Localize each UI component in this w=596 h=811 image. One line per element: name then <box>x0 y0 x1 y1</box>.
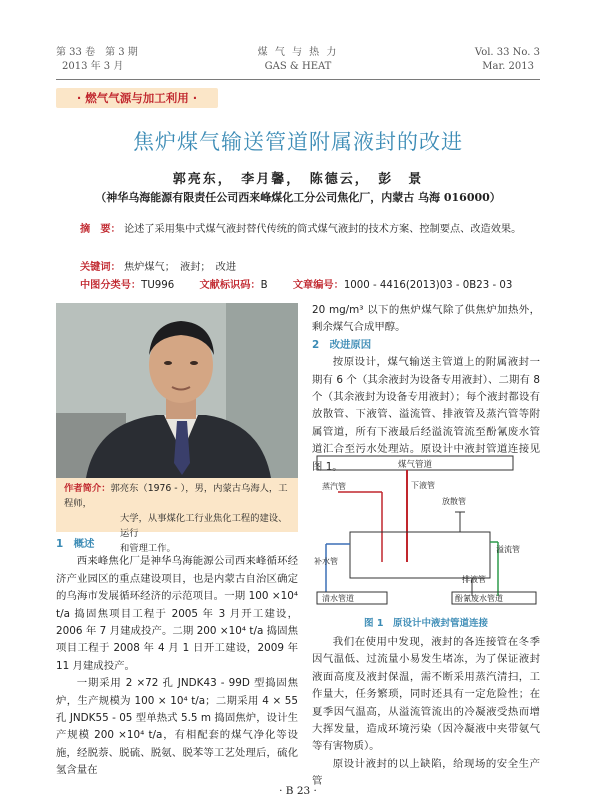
right-paragraph-3: 原设计液封的以上缺陷，给现场的安全生产管 <box>312 757 540 788</box>
header-journal-cn: 煤 气 与 热 力 <box>257 47 339 58</box>
figure-1-caption: 图 1 原设计中液封管道连接 <box>364 618 488 629</box>
keywords <box>80 258 236 273</box>
section-1-heading: 1 概述 <box>56 538 95 550</box>
page-number: · B 23 · <box>279 785 317 797</box>
bio-line-2: 大学，从事煤化工行业焦化工程的建设、运行 <box>120 513 288 539</box>
abstract <box>56 221 536 239</box>
doc-value: B <box>260 280 268 291</box>
author-photo <box>56 303 298 478</box>
header-rule <box>56 79 540 80</box>
header-date-en: Mar. 2013 <box>482 61 534 72</box>
abstract-label: 摘 要： <box>80 224 121 235</box>
authors: 郭亮东， 李月馨， 陈德云， 彭 景 <box>172 172 424 187</box>
label-down-pipe: 下液管 <box>411 481 435 490</box>
label-water-in: 补水管 <box>314 557 338 566</box>
bio-line-3: 和管理工作。 <box>120 543 176 554</box>
author-photo-illustration <box>56 303 298 478</box>
section-2-heading: 2 改进原因 <box>312 338 372 351</box>
article-title: 焦炉煤气输送管道附属液封的改进 <box>133 130 463 154</box>
right-paragraph-0: 20 mg/m³ 以下的焦炉煤气除了供焦炉加热外，剩余煤气合成甲醇。 <box>312 304 540 334</box>
seal-tank <box>350 532 490 578</box>
label-gas-main: 煤气管道 <box>397 460 433 470</box>
left-paragraph-2: 一期采用 2 ×72 孔 JNDK43 - 99D 型捣固焦炉，生产规模为 100 × 10⁴ t/a；二期采用 4 × 55 孔 JNDK55 - 05 型单热式 5.5 m 捣固焦炉，设计生产规模 200 ×10⁴ t/a，有相配套的煤气净化等设施，经脱萘、脱硫、脱氨、脱苯等工艺处理后，硫化氢含量在 <box>56 677 298 777</box>
art-label: 文章编号： <box>292 280 344 291</box>
left-paragraph-1: 西来峰焦化厂是神华乌海能源公司西来峰循环经济产业园区的重点建设项目，也是内蒙古自治区确定的乌海市发展循环经济的示范项目。一期 100 ×10⁴ t/a 捣固焦项目工程于 2005 年 3 月开工建设，2006 年 7 月建成投产。二期 200 ×10⁴ t/a 捣固焦项目工程于 2008 年 4 月 1 日开工建设，2009 年 11 月建成投产。 <box>56 555 298 672</box>
clc-label: 中图分类号： <box>80 280 142 291</box>
abstract-text: 论述了采用集中式煤气液封替代传统的筒式煤气液封的技术方案、控制要点、改造效果。 <box>124 224 522 235</box>
header-journal-en: GAS & HEAT <box>264 61 332 72</box>
classification <box>80 276 512 291</box>
keywords-text: 焦炉煤气； 液封； 改进 <box>124 262 237 273</box>
section-banner: · 燃气气源与加工利用 · <box>56 88 218 108</box>
label-waste-water: 酚氰废水管道 <box>455 594 503 603</box>
left-column <box>56 536 298 780</box>
label-steam-pipe: 蒸汽管 <box>322 482 346 491</box>
label-clean-water: 清水管道 <box>322 594 354 603</box>
right-column-bottom <box>312 634 540 791</box>
art-value: 1000 - 4416(2013)03 - 0B23 - 03 <box>343 280 513 291</box>
header-vol-en: Vol. 33 No. 3 <box>474 47 540 58</box>
keywords-label: 关键词： <box>80 262 121 273</box>
figure-1-diagram <box>312 452 540 612</box>
clc-value: TU996 <box>141 280 175 291</box>
bio-line-1: 郭亮东（1976 - ），男，内蒙古乌海人，工程师， <box>64 483 288 509</box>
label-vent-pipe: 放散管 <box>442 497 466 506</box>
label-overflow: 溢流管 <box>496 545 520 554</box>
label-drain: 排液管 <box>462 575 486 584</box>
right-column-top <box>312 302 540 476</box>
right-paragraph-2: 我们在使用中发现，液封的各连接管在冬季因气温低、过流量小易发生堵冻，为了保证液封液面高度及液封保温，需不断采用蒸汽清扫，工作量大，任务繁琐，同时还具有一定危险性；在夏季因气温高，从溢流管流出的冷凝液受热而增大挥发量，造成环境污染（因冷凝液中夹带氨气等有害物质）。 <box>312 636 540 753</box>
header-date-cn: 2013 年 3 月 <box>62 61 124 72</box>
bio-label: 作者简介： <box>64 483 111 494</box>
right-paragraph-1: 按原设计，煤气输送主管道上的附属液封一期有 6 个（其余液封为设备专用液封）、二期有 8 个（其余液封为设备专用液封）；每个液封都设有放散管、下液管、溢流管、排液管及蒸汽管等附属管道，所有下液最后经溢流管流至酚氰废水管道汇合至污水处理站。原设计中液封管道连接见图 1。 <box>312 356 540 473</box>
affiliation: （神华乌海能源有限责任公司西来峰煤化工分公司焦化厂，内蒙古 乌海 016000） <box>95 191 501 204</box>
doc-label: 文献标识码： <box>199 280 261 291</box>
header-vol-issue: 第 33 卷 第 3 期 <box>56 47 138 58</box>
